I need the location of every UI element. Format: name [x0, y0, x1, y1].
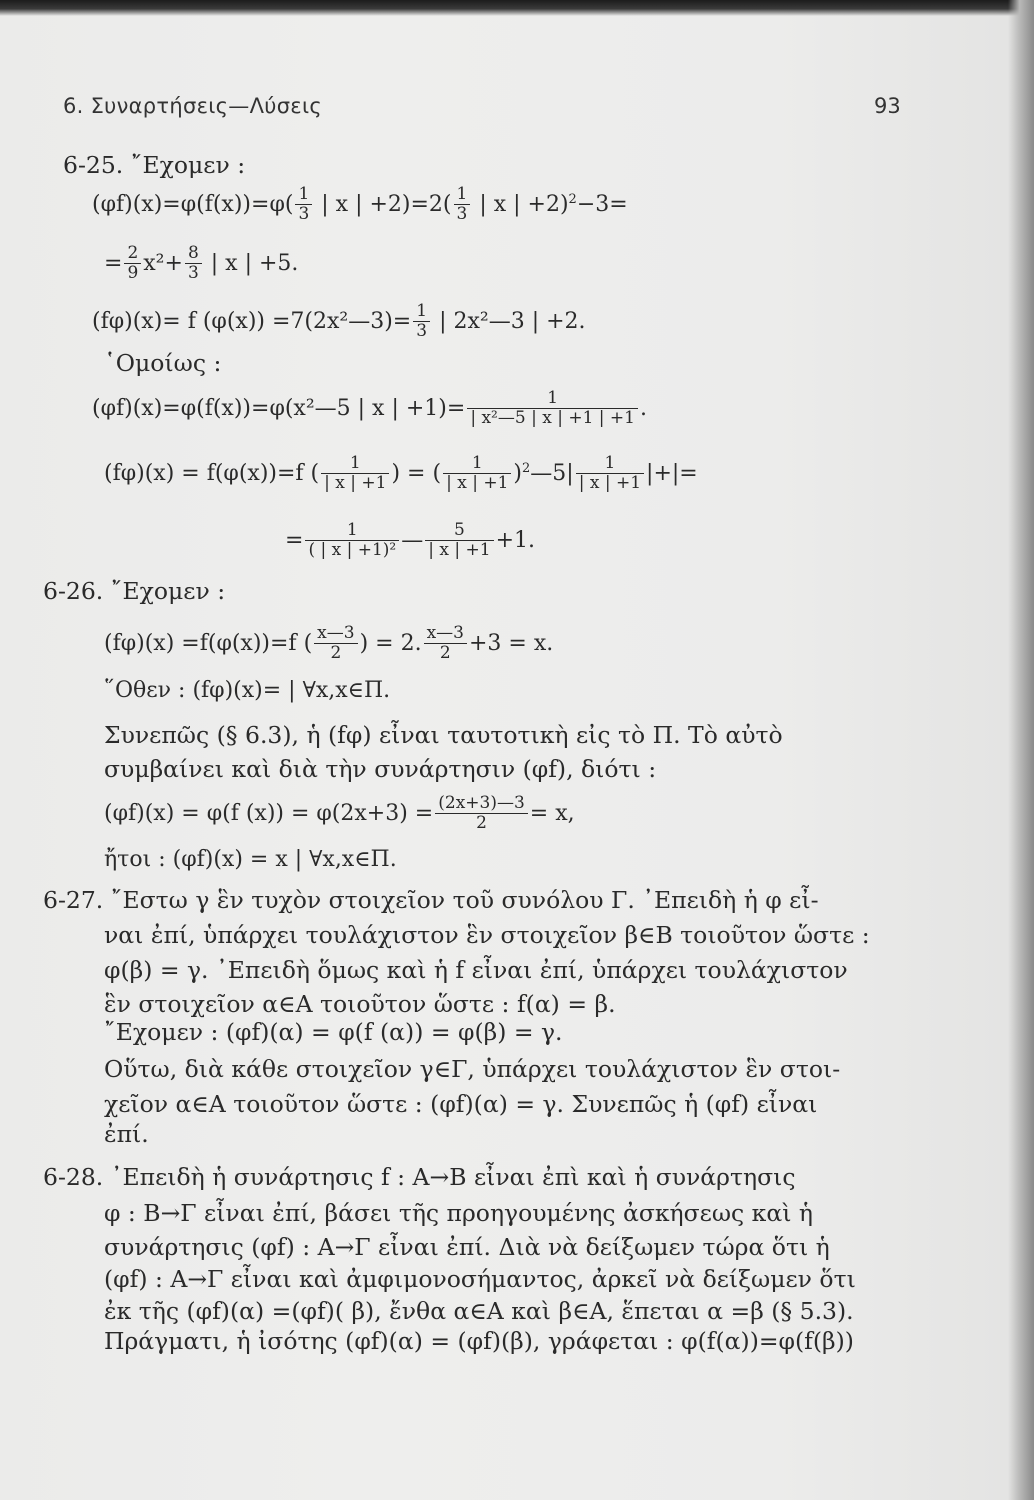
fraction-numerator: 1 — [413, 303, 430, 322]
paragraph-line: συμβαίνει καὶ διὰ τὴν συνάρτησιν (φf), διότι : — [104, 755, 657, 783]
paragraph-line: ἓν στοιχεῖον α∈Α τοιοῦτον ὥστε : f(α) = β. — [104, 990, 616, 1018]
fraction — [295, 186, 312, 224]
fraction — [435, 795, 528, 833]
eq-part: x²+ — [143, 250, 183, 276]
fraction — [413, 303, 430, 341]
eq-6-26-line-3 — [104, 795, 575, 833]
fraction-denominator: 2 — [439, 642, 451, 663]
fraction-numerator: 1 — [305, 522, 399, 541]
fraction-denominator: 9 — [127, 262, 139, 283]
paragraph-line: (φf) : Α→Γ εἶναι καὶ ἀμφιμονοσήμαντος, ἀρκεῖ νὰ δείξωμεν ὅτι — [104, 1265, 856, 1293]
eq-part: —5| — [530, 460, 574, 486]
fraction — [185, 245, 202, 283]
eq-part: = x, — [529, 800, 575, 826]
fraction-denominator: 3 — [416, 320, 428, 341]
fraction-denominator: 2 — [476, 812, 487, 833]
eq-6-25-line-6 — [104, 455, 698, 493]
paragraph-line: χεῖον α∈Α τοιοῦτον ὥστε : (φf)(α) = γ. Συνεπῶς ἡ (φf) εἶναι — [104, 1090, 818, 1118]
fraction-denominator: | x | +1 — [324, 472, 387, 493]
eq-part: = — [104, 250, 123, 276]
exercise-6-25-label: 6-25. ῎Εχομεν : — [63, 151, 246, 179]
eq-6-25-line-5 — [92, 390, 647, 428]
fraction — [467, 390, 638, 428]
paragraph-line: 6-28. ᾿Επειδὴ ἡ συνάρτησις f : Α→Β εἶναι ἐπὶ καὶ ἡ συνάρτησις — [43, 1163, 796, 1191]
eq-part: (φf)(x)=φ(f(x))=φ(x²—5 | x | +1)= — [92, 395, 466, 421]
paragraph-line: 6-27. ῎Εστω γ ἓν τυχὸν στοιχεῖον τοῦ συνόλου Γ. ᾿Επειδὴ ἡ φ εἶ- — [43, 886, 819, 914]
eq-part: (fφ)(x) =f(φ(x))=f ( — [104, 630, 313, 656]
fraction-denominator: 3 — [187, 262, 199, 283]
fraction — [443, 455, 511, 493]
eq-part: = — [285, 527, 304, 553]
fraction-denominator: | x | +1 — [578, 472, 642, 493]
eq-part: | x | +5. — [203, 250, 299, 276]
eq-6-25-line-2 — [104, 245, 298, 283]
fraction-denominator: 2 — [330, 642, 342, 663]
eq-part: ) — [513, 460, 522, 486]
eq-6-26-line-2: ῞Οθεν : (fφ)(x)= | ∀x,x∈Π. — [104, 678, 391, 703]
page-number: 93 — [874, 94, 901, 118]
fraction — [305, 522, 399, 560]
fraction-numerator: 1 — [454, 186, 471, 205]
fraction — [124, 245, 141, 283]
exercise-6-26-label: 6-26. ῎Εχομεν : — [43, 577, 226, 605]
paragraph-line: ἐπί. — [104, 1120, 149, 1148]
eq-part: ) = 2. — [359, 630, 422, 656]
eq-part: | x | +2) — [472, 191, 569, 217]
eq-part: ) = ( — [391, 460, 442, 486]
fraction — [314, 625, 357, 663]
fraction — [576, 455, 644, 493]
eq-6-25-line-7 — [285, 522, 535, 560]
fraction — [321, 455, 389, 493]
fraction-numerator: 2 — [124, 245, 141, 264]
text-omoios: ῾Ομοίως : — [104, 349, 222, 377]
eq-part: |+|= — [646, 460, 698, 486]
eq-6-26-line-1 — [104, 625, 553, 663]
eq-part: (φf)(x) = φ(f (x)) = φ(2x+3) = — [104, 800, 434, 826]
eq-6-25-line-1 — [92, 186, 628, 224]
fraction-numerator: 1 — [295, 186, 312, 205]
eq-part: (fφ)(x)= f (φ(x)) =7(2x²—3)= — [92, 308, 412, 334]
fraction-denominator: 3 — [456, 203, 468, 224]
eq-part: . — [639, 395, 647, 421]
fraction-numerator: x—3 — [314, 625, 357, 644]
eq-6-26-line-4: ἤτοι : (φf)(x) = x | ∀x,x∈Π. — [104, 847, 397, 872]
fraction — [454, 186, 471, 224]
fraction-numerator: 1 — [321, 455, 389, 474]
paragraph-line: φ(β) = γ. ᾿Επειδὴ ὅμως καὶ ἡ f εἶναι ἐπί, ὑπάρχει τουλάχιστον — [104, 956, 848, 984]
fraction-denominator: | x | +1 — [446, 472, 509, 493]
fraction-numerator: 5 — [425, 522, 493, 541]
fraction — [425, 522, 493, 560]
paragraph-line: ναι ἐπί, ὑπάρχει τουλάχιστον ἓν στοιχεῖον β∈Β τοιοῦτον ὥστε : — [104, 921, 870, 949]
fraction — [424, 625, 467, 663]
eq-part: (fφ)(x) = f(φ(x))=f ( — [104, 460, 320, 486]
eq-part: | x | +2)=2( — [314, 191, 452, 217]
fraction-numerator: 1 — [443, 455, 511, 474]
eq-part: (φf)(x)=φ(f(x))=φ( — [92, 191, 294, 217]
fraction-numerator: 8 — [185, 245, 202, 264]
fraction-denominator: ( | x | +1)² — [308, 539, 397, 560]
paragraph-line: Πράγματι, ἡ ἰσότης (φf)(α) = (φf)(β), γράφεται : φ(f(α))=φ(f(β)) — [104, 1327, 854, 1355]
fraction-denominator: 3 — [298, 203, 310, 224]
eq-part: +3 = x. — [468, 630, 554, 656]
eq-part: −3= — [576, 191, 628, 217]
fraction-denominator: | x²—5 | x | +1 | +1 — [470, 407, 635, 428]
scan-edge-top — [0, 0, 1034, 16]
fraction-numerator: 1 — [576, 455, 644, 474]
eq-part: | 2x²—3 | +2. — [432, 308, 586, 334]
eq-part: +1. — [495, 527, 536, 553]
scan-edge-right — [1008, 0, 1034, 1500]
paragraph-line: συνάρτησις (φf) : Α→Γ εἶναι ἐπί. Διὰ νὰ δείξωμεν τώρα ὅτι ἡ — [104, 1233, 830, 1261]
paragraph-line: Συνεπῶς (§ 6.3), ἡ (fφ) εἶναι ταυτοτικὴ εἰς τὸ Π. Τὸ αὐτὸ — [104, 721, 783, 749]
exponent: 2 — [568, 191, 577, 207]
paragraph-line: ῎Εχομεν : (φf)(α) = φ(f (α)) = φ(β) = γ. — [104, 1018, 563, 1046]
eq-6-25-line-3 — [92, 303, 586, 341]
fraction-denominator: | x | +1 — [428, 539, 491, 560]
paragraph-line: Οὕτω, διὰ κάθε στοιχεῖον γ∈Γ, ὑπάρχει τουλάχιστον ἓν στοι- — [104, 1055, 841, 1083]
exponent: 2 — [522, 460, 531, 476]
paragraph-line: φ : Β→Γ εἶναι ἐπί, βάσει τῆς προηγουμένης ἀσκήσεως καὶ ἡ — [104, 1199, 813, 1227]
fraction-numerator: x—3 — [424, 625, 467, 644]
running-header: 6. Συναρτήσεις—Λύσεις — [63, 94, 322, 118]
fraction-numerator: 1 — [467, 390, 638, 409]
paragraph-line: ἐκ τῆς (φf)(α) =(φf)( β), ἔνθα α∈Α καὶ β∈Α, ἕπεται α =β (§ 5.3). — [104, 1297, 854, 1325]
eq-part: — — [401, 527, 424, 553]
fraction-numerator: (2x+3)—3 — [435, 795, 528, 814]
